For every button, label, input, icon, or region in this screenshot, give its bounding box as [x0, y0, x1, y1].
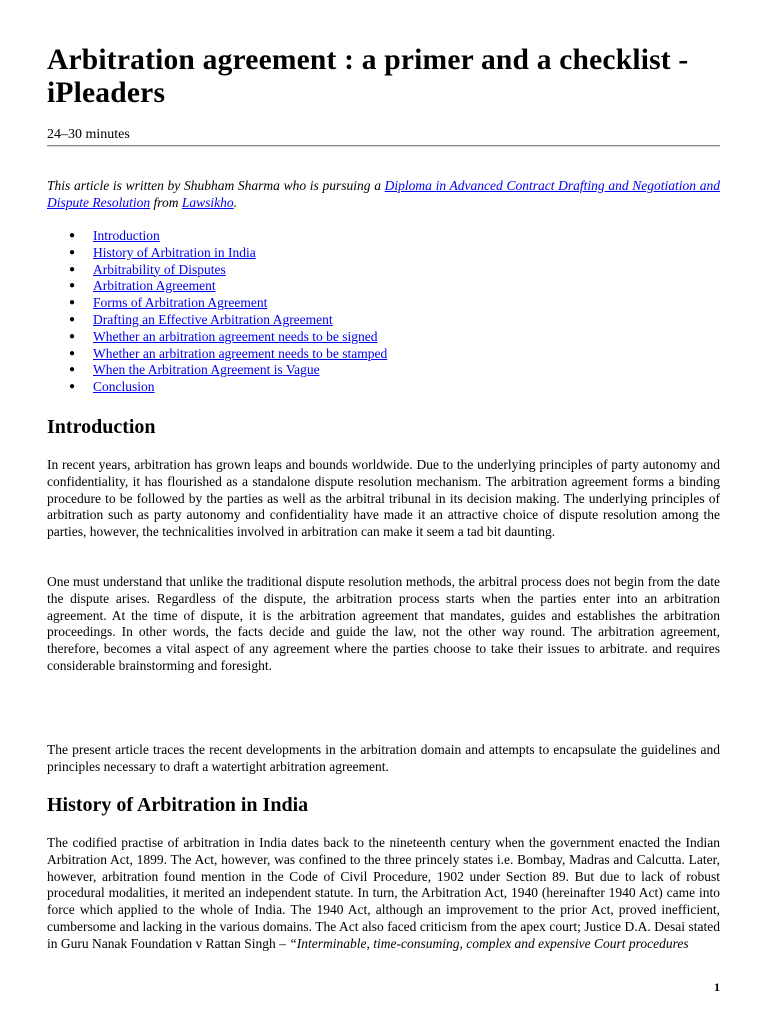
- bullet-icon: ●: [69, 280, 76, 292]
- toc-link-drafting[interactable]: Drafting an Effective Arbitration Agreement: [93, 311, 333, 327]
- bullet-icon: ●: [69, 263, 76, 275]
- bullet-icon: ●: [69, 347, 76, 359]
- bullet-icon: ●: [69, 313, 76, 325]
- introduction-heading: Introduction: [47, 416, 156, 438]
- toc-item: [47, 295, 720, 312]
- bullet-icon: ●: [69, 364, 76, 376]
- toc-link-arbitrability[interactable]: Arbitrability of Disputes: [93, 261, 226, 277]
- byline-suffix: .: [233, 195, 238, 210]
- byline-middle: from: [150, 195, 182, 210]
- introduction-paragraph-1: In recent years, arbitration has grown leaps and bounds worldwide. Due to the underlying principles of party autonomy and confidentiality, it has flourished as a standalone dispute resolution mechanism. The arbitration agreement forms a binding procedure to be followed by the parties as well as the arbitral tribunal in its decision making. The underlying principles of arbitration such as party autonomy and confidentiality have made it an attractive choice of dispute resolution among the parties, however, the technicalities involved in arbitration can make it seem a tad bit daunting.: [47, 457, 720, 540]
- toc-link-history[interactable]: History of Arbitration in India: [93, 244, 256, 260]
- bullet-icon: ●: [69, 330, 76, 342]
- bullet-icon: ●: [69, 381, 76, 393]
- toc-item: [47, 245, 720, 262]
- introduction-paragraph-2: One must understand that unlike the traditional dispute resolution methods, the arbitral process does not begin from the date the dispute arises. Regardless of the dispute, the arbitration process starts when the parties enter into an arbitration agreement. At the time of dispute, it is the arbitration agreement that mandates, guides and establishes the arbitration proceedings. In other words, the facts decide and guide the law, not the other way round. The arbitration agreement, therefore, becomes a vital aspect of any agreement where the parties choose to take their issues to arbitrate. and requires considerable brainstorming and foresight.: [47, 574, 720, 673]
- toc-link-signed[interactable]: Whether an arbitration agreement needs to be signed: [93, 328, 378, 344]
- toc-link-vague[interactable]: When the Arbitration Agreement is Vague: [93, 362, 320, 378]
- history-quote: “Interminable, time-consuming, complex and expensive Court procedures: [289, 935, 689, 951]
- byline: [47, 177, 720, 211]
- header-divider: [47, 145, 720, 147]
- toc-item: [47, 379, 720, 396]
- read-time: 24–30 minutes: [47, 127, 130, 142]
- toc-link-arbitration-agreement[interactable]: Arbitration Agreement: [93, 278, 216, 294]
- lawsikho-link[interactable]: Lawsikho: [181, 195, 234, 210]
- history-paragraph-1: [47, 835, 720, 953]
- bullet-icon: ●: [69, 246, 76, 258]
- bullet-icon: ●: [69, 230, 76, 241]
- toc-item: [47, 346, 720, 363]
- toc-item: [47, 228, 720, 245]
- toc-link-introduction[interactable]: Introduction: [93, 228, 160, 243]
- toc-item: [47, 329, 720, 346]
- course-link[interactable]: Diploma in Advanced Contract Drafting and Negotiation and Dispute Resolution: [47, 178, 720, 210]
- toc-link-stamped[interactable]: Whether an arbitration agreement needs to be stamped: [93, 345, 388, 361]
- toc-link-forms[interactable]: Forms of Arbitration Agreement: [93, 295, 268, 311]
- toc-item: [47, 312, 720, 329]
- bullet-icon: ●: [69, 297, 76, 309]
- history-heading: History of Arbitration in India: [47, 794, 309, 816]
- byline-prefix: This article is written by Shubham Sharma who is pursuing a: [47, 178, 385, 193]
- toc-item: [47, 278, 720, 295]
- toc-item: [47, 262, 720, 279]
- article-title: Arbitration agreement : a primer and a checklist - iPleaders: [47, 44, 689, 109]
- history-text: The codified practise of arbitration in India dates back to the nineteenth century when the government enacted the Indian Arbitration Act, 1899. The Act, however, was confined to the three princely states i.e. Bombay, Madras and Calcutta. Later, however, arbitration found mention in the Code of Civil Procedure, 1902 under Section 89. But due to lack of robust procedural modalities, it merited an independent statute. In turn, the Arbitration Act, 1940 (hereinafter 1940 Act) came into force which applied to the whole of India. The 1940 Act, although an improvement to the prior Act, proved inefficient, cumbersome and lacking in the various domains. The Act also faced criticism from the apex court; Justice D.A. Desai stated in Guru Nanak Foundation v Rattan Singh –: [47, 835, 720, 951]
- toc-link-conclusion[interactable]: Conclusion: [93, 379, 155, 395]
- introduction-paragraph-3: The present article traces the recent developments in the arbitration domain and attempts to encapsulate the guidelines and principles necessary to draft a watertight arbitration agreement.: [47, 742, 720, 774]
- table-of-contents: [47, 228, 720, 396]
- toc-item: [47, 362, 720, 379]
- page-number: 1: [714, 980, 720, 994]
